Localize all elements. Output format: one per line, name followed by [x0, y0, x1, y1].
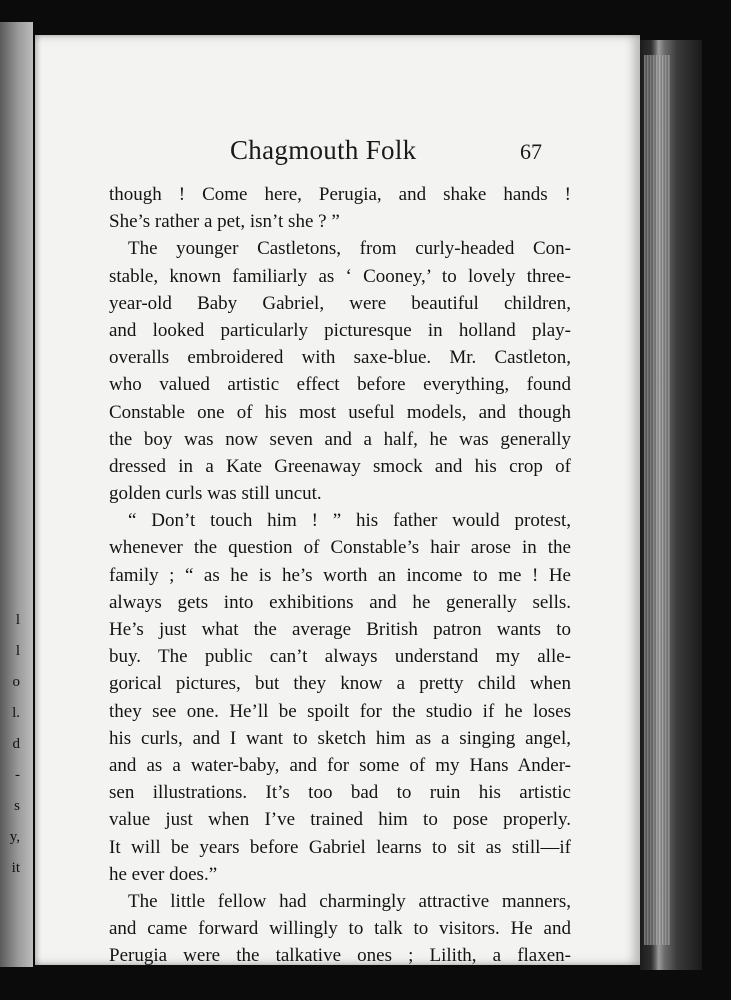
text-line: golden curls was still uncut. — [109, 483, 322, 505]
text-line: value just when I’ve trained him to pose properly. — [109, 809, 571, 831]
text-line: they see one. He’ll be spoilt for the studio if he loses — [109, 700, 571, 722]
running-title: Chagmouth Folk — [230, 135, 417, 165]
text-line: sen illustrations. It’s too bad to ruin his artistic — [109, 782, 571, 804]
text-line: The younger Castletons, from curly-headed Con- — [128, 238, 571, 260]
running-header — [35, 135, 640, 175]
text-line: whenever the question of Constable’s hair arose in the — [109, 537, 571, 559]
text-line: family ; “ as he is he’s worth an income to me ! He — [109, 564, 571, 586]
text-line: who valued artistic effect before everything, found — [109, 374, 571, 396]
text-line: dressed in a Kate Greenaway smock and his crop of — [109, 455, 571, 477]
text-line: Constable one of his most useful models, and though — [109, 401, 571, 423]
text-line: his curls, and I want to sketch him as a singing angel, — [109, 727, 571, 749]
paragraph — [109, 235, 571, 507]
page-stack-edges — [644, 55, 670, 945]
text-line: overalls embroidered with saxe-blue. Mr. Castleton, — [109, 347, 571, 369]
paragraph — [109, 507, 571, 888]
text-line: the boy was now seven and a half, he was generally — [109, 428, 571, 450]
text-line: and looked particularly picturesque in holland play- — [109, 319, 571, 341]
text-line: He’s just what the average British patron wants to — [109, 619, 571, 640]
left-page-fragment: l. — [12, 705, 20, 721]
text-line: Perugia were the talkative ones ; Lilith, a flaxen- — [109, 945, 571, 967]
left-page-fragment: l — [15, 643, 20, 659]
paragraph — [109, 181, 571, 235]
text-line: It will be years before Gabriel learns to sit as still—if — [109, 836, 571, 858]
text-line: always gets into exhibitions and he generally sells. — [109, 591, 571, 613]
left-page-fragment: it — [11, 860, 20, 876]
left-page-fragment: d — [12, 736, 20, 752]
left-page-fragment: l — [15, 612, 20, 628]
text-line: and as a water-baby, and for some of my Hans Ander- — [109, 754, 571, 776]
text-line: “ Don’t touch him ! ” his father would protest, — [128, 510, 571, 532]
left-page-fragment: y, — [9, 829, 20, 845]
text-line: The little fellow had charmingly attractive manners, — [128, 890, 571, 912]
text-line: gorical pictures, but they know a pretty child when — [109, 673, 571, 695]
text-line: and came forward willingly to talk to visitors. He and — [109, 918, 571, 940]
text-line: he ever does.” — [109, 863, 218, 885]
book-page — [35, 35, 640, 965]
left-page-fragment: s — [14, 798, 20, 814]
text-line: year-old Baby Gabriel, were beautiful children, — [109, 292, 571, 314]
page-number: 67 — [520, 139, 542, 164]
body-text — [109, 181, 571, 969]
text-line: buy. The public can’t always understand my alle- — [109, 646, 571, 668]
left-page-text-fragments — [2, 605, 20, 884]
text-line: though ! Come here, Perugia, and shake hands ! — [109, 184, 571, 205]
left-page-fragment: - — [15, 767, 20, 783]
text-line: She’s rather a pet, isn’t she ? ” — [109, 211, 340, 233]
left-page-fragment: o — [12, 674, 20, 690]
paragraph — [109, 888, 571, 970]
text-line: stable, known familiarly as ‘ Cooney,’ to lovely three- — [109, 265, 571, 287]
